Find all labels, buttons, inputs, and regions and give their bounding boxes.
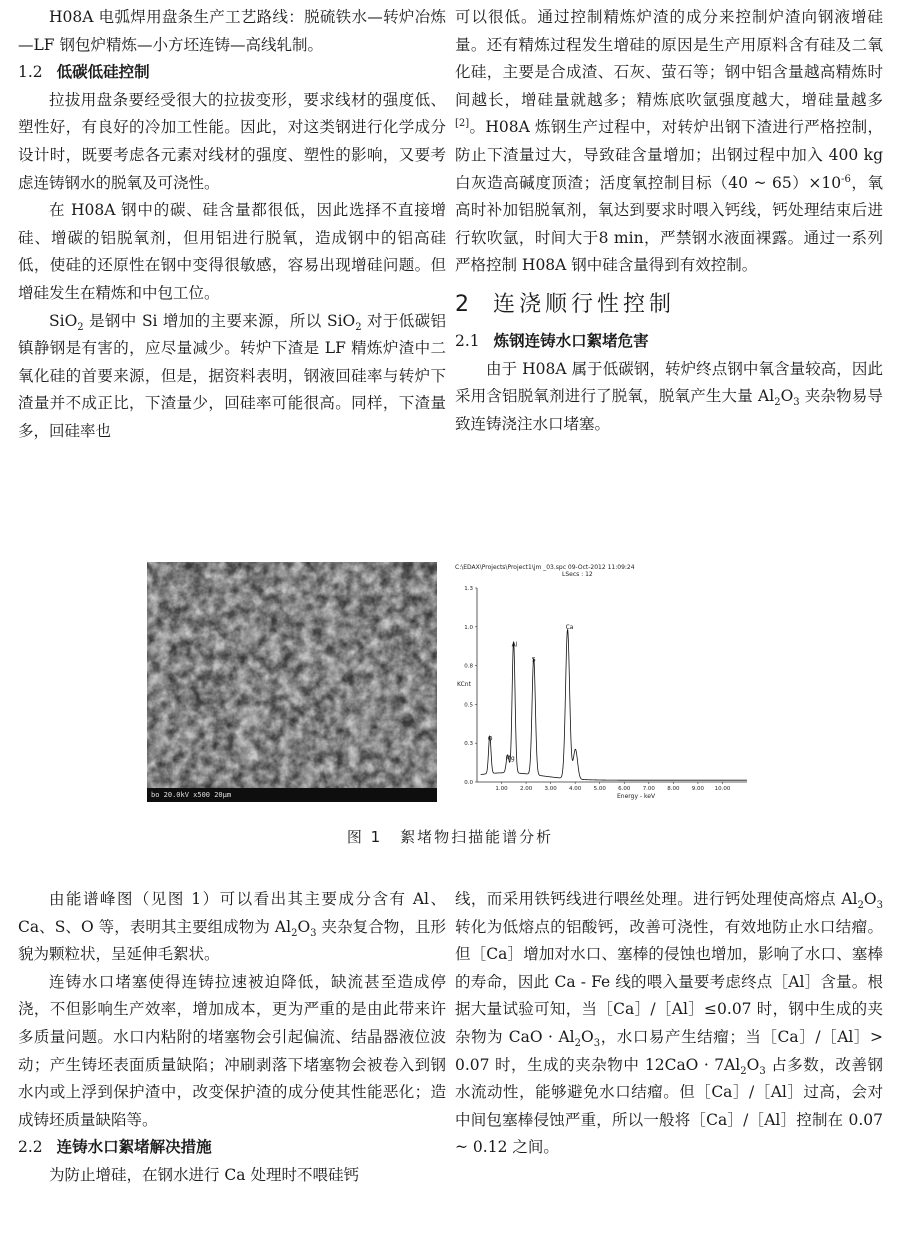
eds-peak-label: O (487, 735, 493, 743)
eds-x-tick-label: 2.00 (519, 786, 533, 792)
paragraph-sio2-source: SiO$_2$ 是钢中 Si 增加的主要来源，所以 SiO$_2$ 对于低碳铝镇静钢是有害的，应尽量减少。转炉下渣是 LF 精炼炉渣中二氧化硅的首要来源，但是，据资料表明，钢液回硅率与转炉下渣量并不成正比，下渣量少，回硅率可能很高。同样，下渣量多，回硅率也 (18, 311, 446, 440)
eds-x-tick-label: 4.00 (569, 786, 582, 792)
eds-y-tick-label: 0.0 (464, 780, 473, 786)
sem-texture-image (147, 562, 437, 788)
eds-peak-label: S (531, 656, 536, 664)
eds-x-tick-label: 10.00 (714, 786, 731, 792)
paragraph-clogging-effects: 连铸水口堵塞使得连铸拉速被迫降低，缺流甚至造成停浇，不但影响生产效率，增加成本，更为严重的是由此带来许多质量问题。水口内粘附的堵塞物会引起偏流、结晶器液位波动；产生铸坯表面质量缺陷；冲刷剥落下堵塞物会被卷入到钢水内或上浮到保护渣中，改变保护渣的成分使其性能恶化；造成铸坯质量缺陷等。 (18, 972, 446, 1129)
paragraph-eds-analysis: 由能谱峰图（见图 1）可以看出其主要成分含有 Al、Ca、S、O 等，表明其主要组成物为 $Al_2O_3$ 夹杂复合物，且形貌为颗粒状，呈延伸毛絮状。 (18, 890, 446, 964)
column-top-left (18, 4, 446, 446)
paragraph-wire-requirements: 拉拔用盘条要经受很大的拉拔变形，要求线材的强度低、塑性好，有良好的冷加工性能。因此，对这类钢进行化学成分设计时，既要考虑各元素对线材的强度、塑性的影响，又要考虑连铸钢水的脱氧及可浇性。 (18, 90, 446, 192)
eds-y-tick-label: 0.5 (464, 702, 473, 709)
sem-scale-bar: bo 20.0kV x500 20μm (147, 788, 437, 802)
figure-1 (147, 562, 757, 802)
section-number: 2.1 (455, 331, 480, 350)
eds-spectrum-chart (447, 562, 757, 802)
eds-y-tick-label: 1.3 (464, 586, 473, 592)
eds-x-axis-label: Energy - keV (617, 793, 656, 800)
section-title: 炼钢连铸水口絮堵危害 (493, 331, 649, 350)
section-heading-1-2 (18, 59, 446, 87)
section-number: 2 (455, 291, 473, 317)
paragraph-silicon-control: 可以很低。通过控制精炼炉渣的成分来控制炉渣向钢液增硅量。还有精炼过程发生增硅的原因是生产用原料含有硅及二氧化硅，主要是合成渣、石灰、萤石等；钢中铝含量越高精炼时间越长，增硅量就越多；精炼底吹氩强度越大，增硅量越多[2]。H08A 炼钢生产过程中，对转炉出钢下渣进行严格控制，防止下渣量过大，导致硅含量增加；出钢过程中加入 400 kg白灰造高碱度顶渣；活度氧控制目标（40 ~ $65)\times 10^{-6}$，氧高时补加铝脱氧剂，氧达到要求时喂入钙线，钙处理结束后进行软吹氩，时间大于8 min，严禁钢水液面裸露。通过一系列严格控制 H08A 钢中硅含量得到有效控制。 (455, 8, 883, 275)
eds-spectrum-svg (447, 562, 757, 802)
section-heading-2-1 (455, 328, 883, 356)
column-top-right (455, 4, 883, 438)
eds-peak-label: Al (511, 641, 518, 649)
column-bottom-left (18, 886, 446, 1190)
paragraph-nozzle-clogging: 由于 H08A 属于低碳钢，转炉终点钢中氧含量较高，因此采用含铝脱氧剂进行了脱氧，脱氧产生大量 $Al_2O_3$ 夹杂物易导致连铸浇注水口堵塞。 (455, 359, 883, 433)
figure-title: 絮堵物扫描能谱分析 (400, 828, 554, 846)
reference-mark: [2] (455, 118, 470, 130)
sem-micrograph (147, 562, 437, 802)
eds-y-tick-label: 1.0 (464, 624, 473, 631)
eds-peak-label: Ca (565, 623, 574, 631)
section-heading-2-2 (18, 1134, 446, 1162)
section-number: 2.2 (18, 1138, 43, 1157)
eds-peak-label: Mg (505, 755, 515, 763)
section-title: 连铸水口絮堵解决措施 (56, 1138, 212, 1157)
eds-live-seconds: LSecs : 12 (562, 571, 593, 578)
paragraph-aluminum-deoxidation: 在 H08A 钢中的碳、硅含量都很低，因此选择不直接增硅、增碳的铝脱氧剂，但用铝进行脱氧，造成钢中的铝高硅低，使硅的还原性在钢中变得很敏感，容易出现增硅问题。但增硅发生在精炼和中包工位。 (18, 201, 446, 302)
paragraph-ca-treatment-start: 为防止增硅，在钢水进行 Ca 处理时不喂硅钙 (49, 1165, 359, 1184)
paragraph-ca-al-ratio: 线，而采用铁钙线进行喂丝处理。进行钙处理使高熔点 $Al_2O_3$ 转化为低熔点的铝酸钙，改善可浇性，有效地防止水口结瘤。但［Ca］增加对水口、塞棒的侵蚀也增加，影响了水口、塞棒的寿命，因此 Ca - Fe 线的喂入量要考虑终点［Al］含量。根据大量试验可知，当［Ca］/［Al］≤0.07 时，钢中生成的夹杂物为 CaO · $Al_2O_3$，水口易产生结瘤；当［Ca］/［Al］> 0.07 时，生成的夹杂物中 $12CaO \cdot 7Al_2O_3$ 占多数，改善钢水流动性，能够避免水口结瘤。但［Ca］/［Al］过高，会对中间包塞棒侵蚀严重，所以一般将［Ca］/［Al］控制在 0.07 ~ 0.12 之间。 (455, 890, 883, 1157)
eds-y-tick-label: 0.3 (464, 741, 473, 748)
eds-y-tick-label: 0.8 (464, 663, 473, 670)
section-number: 1.2 (18, 63, 43, 82)
eds-file-path: C:\EDAX\Projects\Project1\jm _03.spc 09-Oct-2012 11:09:24 (455, 564, 635, 571)
column-bottom-right (455, 886, 883, 1162)
eds-x-tick-label: 5.00 (593, 786, 606, 792)
paragraph-process-route: H08A 电弧焊用盘条生产工艺路线：脱硫铁水—转炉冶炼—LF 钢包炉精炼—小方坯连铸—高线轧制。 (18, 8, 446, 54)
eds-x-tick-label: 6.00 (618, 786, 631, 792)
eds-spectrum-line (481, 629, 747, 780)
eds-x-tick-label: 3.00 (544, 786, 557, 792)
figure-caption (0, 826, 900, 847)
eds-x-tick-label: 9.00 (691, 786, 705, 792)
eds-x-tick-label: 7.00 (642, 786, 655, 792)
eds-curve (481, 629, 747, 780)
eds-y-axis-label: KCnt (457, 681, 471, 688)
section-heading-2 (455, 288, 883, 322)
section-title: 连浇顺行性控制 (493, 291, 676, 317)
eds-x-tick-label: 1.00 (495, 786, 508, 792)
eds-x-tick-label: 8.00 (667, 786, 680, 792)
figure-number: 图 1 (346, 828, 383, 846)
section-title: 低碳低硅控制 (56, 63, 150, 82)
